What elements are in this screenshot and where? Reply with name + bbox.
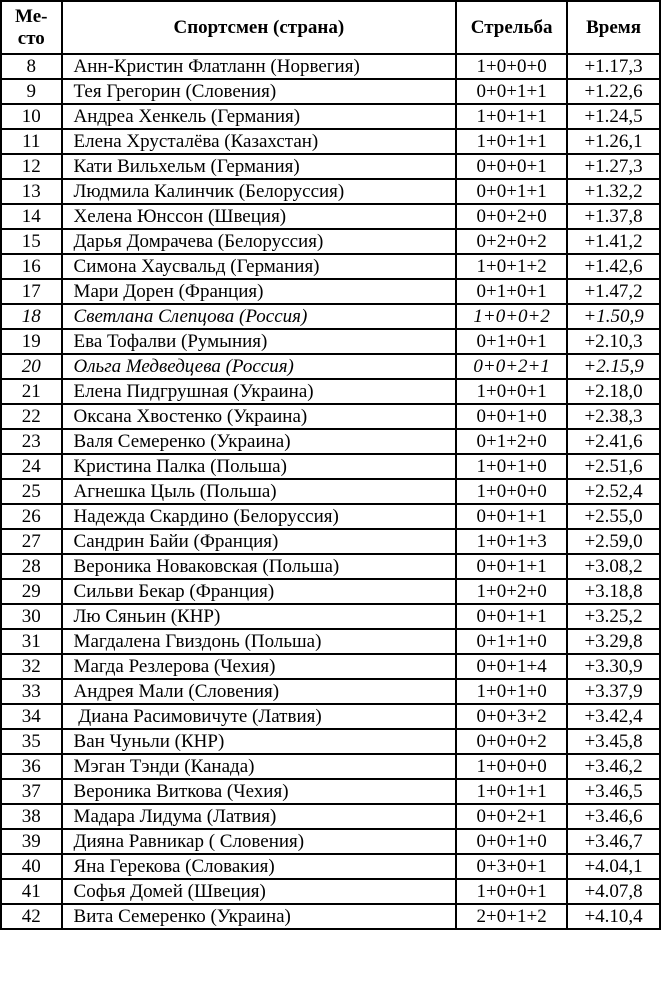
- place-cell: 21: [1, 379, 62, 404]
- athlete-cell: Елена Хрусталёва (Казахстан): [62, 129, 457, 154]
- time-cell: +1.24,5: [567, 104, 660, 129]
- table-row: [1, 129, 660, 154]
- athlete-cell: Софья Домей (Швеция): [62, 879, 457, 904]
- time-cell: +3.46,7: [567, 829, 660, 854]
- athlete-cell: Мадара Лидума (Латвия): [62, 804, 457, 829]
- time-cell: +2.15,9: [567, 354, 660, 379]
- shooting-cell: 0+0+2+1: [456, 804, 567, 829]
- time-cell: +2.52,4: [567, 479, 660, 504]
- place-cell: 18: [1, 304, 62, 329]
- table-row: [1, 179, 660, 204]
- place-cell: 8: [1, 54, 62, 79]
- place-cell: 34: [1, 704, 62, 729]
- athlete-cell: Ван Чуньли (КНР): [62, 729, 457, 754]
- athlete-cell: Агнешка Цыль (Польша): [62, 479, 457, 504]
- time-cell: +3.46,5: [567, 779, 660, 804]
- table-row: [1, 254, 660, 279]
- place-cell: 16: [1, 254, 62, 279]
- shooting-cell: 1+0+0+1: [456, 379, 567, 404]
- table-row: [1, 104, 660, 129]
- time-cell: +2.41,6: [567, 429, 660, 454]
- table-row: [1, 679, 660, 704]
- athlete-cell: Валя Семеренко (Украина): [62, 429, 457, 454]
- place-cell: 10: [1, 104, 62, 129]
- time-cell: +1.27,3: [567, 154, 660, 179]
- shooting-cell: 0+0+1+0: [456, 404, 567, 429]
- time-cell: +3.46,6: [567, 804, 660, 829]
- table-row: [1, 729, 660, 754]
- time-cell: +3.25,2: [567, 604, 660, 629]
- table-row: [1, 529, 660, 554]
- shooting-cell: 1+0+1+3: [456, 529, 567, 554]
- shooting-cell: 1+0+0+2: [456, 304, 567, 329]
- time-cell: +4.10,4: [567, 904, 660, 929]
- time-cell: +1.41,2: [567, 229, 660, 254]
- shooting-cell: 1+0+0+0: [456, 54, 567, 79]
- place-cell: 28: [1, 554, 62, 579]
- table-row: [1, 379, 660, 404]
- place-cell: 29: [1, 579, 62, 604]
- athlete-cell: Андрея Мали (Словения): [62, 679, 457, 704]
- table-row: [1, 329, 660, 354]
- place-cell: 42: [1, 904, 62, 929]
- athlete-cell: Хелена Юнссон (Швеция): [62, 204, 457, 229]
- table-row: [1, 804, 660, 829]
- place-cell: 38: [1, 804, 62, 829]
- table-row: [1, 579, 660, 604]
- table-row: [1, 79, 660, 104]
- shooting-cell: 1+0+0+0: [456, 754, 567, 779]
- table-row: [1, 204, 660, 229]
- table-row: [1, 879, 660, 904]
- time-cell: +2.10,3: [567, 329, 660, 354]
- table-row: [1, 229, 660, 254]
- place-cell: 24: [1, 454, 62, 479]
- time-cell: +3.45,8: [567, 729, 660, 754]
- shooting-cell: 0+0+2+1: [456, 354, 567, 379]
- table-row: [1, 479, 660, 504]
- place-cell: 26: [1, 504, 62, 529]
- shooting-cell: 0+3+0+1: [456, 854, 567, 879]
- shooting-cell: 1+0+1+2: [456, 254, 567, 279]
- place-cell: 41: [1, 879, 62, 904]
- shooting-cell: 0+0+1+1: [456, 79, 567, 104]
- place-cell: 39: [1, 829, 62, 854]
- time-cell: +3.29,8: [567, 629, 660, 654]
- athlete-cell: Елена Пидгрушная (Украина): [62, 379, 457, 404]
- place-cell: 12: [1, 154, 62, 179]
- time-cell: +2.18,0: [567, 379, 660, 404]
- place-cell: 13: [1, 179, 62, 204]
- shooting-cell: 0+1+1+0: [456, 629, 567, 654]
- table-row: [1, 854, 660, 879]
- header-place: [1, 1, 62, 54]
- table-row: [1, 404, 660, 429]
- time-cell: +1.32,2: [567, 179, 660, 204]
- table-row: [1, 904, 660, 929]
- place-cell: 14: [1, 204, 62, 229]
- table-row: [1, 554, 660, 579]
- table-row: [1, 604, 660, 629]
- header-athlete: Спортсмен (страна): [62, 1, 457, 54]
- table-row: [1, 279, 660, 304]
- athlete-cell: Андреа Хенкель (Германия): [62, 104, 457, 129]
- table-row: [1, 829, 660, 854]
- athlete-cell: Дарья Домрачева (Белоруссия): [62, 229, 457, 254]
- time-cell: +1.22,6: [567, 79, 660, 104]
- shooting-cell: 2+0+1+2: [456, 904, 567, 929]
- athlete-cell: Надежда Скардино (Белоруссия): [62, 504, 457, 529]
- table-row: [1, 779, 660, 804]
- table-row: [1, 629, 660, 654]
- place-cell: 40: [1, 854, 62, 879]
- shooting-cell: 0+0+1+4: [456, 654, 567, 679]
- place-cell: 37: [1, 779, 62, 804]
- time-cell: +4.07,8: [567, 879, 660, 904]
- shooting-cell: 1+0+1+1: [456, 104, 567, 129]
- shooting-cell: 0+1+0+1: [456, 279, 567, 304]
- athlete-cell: Светлана Слепцова (Россия): [62, 304, 457, 329]
- athlete-cell: Анн-Кристин Флатланн (Норвегия): [62, 54, 457, 79]
- table-row: [1, 704, 660, 729]
- shooting-cell: 0+0+1+1: [456, 504, 567, 529]
- athlete-cell: Вита Семеренко (Украина): [62, 904, 457, 929]
- athlete-cell: Мари Дорен (Франция): [62, 279, 457, 304]
- time-cell: +2.51,6: [567, 454, 660, 479]
- shooting-cell: 0+0+1+1: [456, 604, 567, 629]
- athlete-cell: Кристина Палка (Польша): [62, 454, 457, 479]
- shooting-cell: 1+0+1+0: [456, 454, 567, 479]
- athlete-cell: Мэган Тэнди (Канада): [62, 754, 457, 779]
- shooting-cell: 0+0+1+1: [456, 554, 567, 579]
- shooting-cell: 0+0+0+2: [456, 729, 567, 754]
- header-place-line2: сто: [17, 27, 45, 49]
- header-row: [1, 1, 660, 54]
- athlete-cell: Диана Расимовичуте (Латвия): [62, 704, 457, 729]
- place-cell: 20: [1, 354, 62, 379]
- place-cell: 25: [1, 479, 62, 504]
- athlete-cell: Кати Вильхельм (Германия): [62, 154, 457, 179]
- time-cell: +4.04,1: [567, 854, 660, 879]
- place-cell: 22: [1, 404, 62, 429]
- athlete-cell: Сильви Бекар (Франция): [62, 579, 457, 604]
- table-row: [1, 754, 660, 779]
- athlete-cell: Ева Тофалви (Румыния): [62, 329, 457, 354]
- shooting-cell: 0+1+2+0: [456, 429, 567, 454]
- place-cell: 17: [1, 279, 62, 304]
- place-cell: 23: [1, 429, 62, 454]
- place-cell: 11: [1, 129, 62, 154]
- place-cell: 35: [1, 729, 62, 754]
- shooting-cell: 0+0+0+1: [456, 154, 567, 179]
- table-row: [1, 54, 660, 79]
- table-row: [1, 304, 660, 329]
- shooting-cell: 0+0+3+2: [456, 704, 567, 729]
- table-row: [1, 154, 660, 179]
- table-row: [1, 454, 660, 479]
- header-shooting: Стрельба: [456, 1, 567, 54]
- athlete-cell: Дияна Равникар ( Словения): [62, 829, 457, 854]
- athlete-cell: Оксана Хвостенко (Украина): [62, 404, 457, 429]
- shooting-cell: 1+0+1+0: [456, 679, 567, 704]
- time-cell: +3.30,9: [567, 654, 660, 679]
- shooting-cell: 1+0+0+0: [456, 479, 567, 504]
- time-cell: +1.17,3: [567, 54, 660, 79]
- place-cell: 33: [1, 679, 62, 704]
- athlete-cell: Тея Грегорин (Словения): [62, 79, 457, 104]
- shooting-cell: 0+1+0+1: [456, 329, 567, 354]
- place-cell: 32: [1, 654, 62, 679]
- athlete-cell: Магда Резлерова (Чехия): [62, 654, 457, 679]
- athlete-cell: Сандрин Байи (Франция): [62, 529, 457, 554]
- athlete-cell: Яна Герекова (Словакия): [62, 854, 457, 879]
- shooting-cell: 0+0+1+1: [456, 179, 567, 204]
- table-row: [1, 429, 660, 454]
- time-cell: +3.42,4: [567, 704, 660, 729]
- time-cell: +1.50,9: [567, 304, 660, 329]
- time-cell: +1.26,1: [567, 129, 660, 154]
- header-time: Время: [567, 1, 660, 54]
- time-cell: +1.47,2: [567, 279, 660, 304]
- place-cell: 19: [1, 329, 62, 354]
- place-cell: 27: [1, 529, 62, 554]
- place-cell: 31: [1, 629, 62, 654]
- time-cell: +2.59,0: [567, 529, 660, 554]
- table-row: [1, 654, 660, 679]
- header-place-line1: Ме-: [15, 5, 48, 27]
- place-cell: 9: [1, 79, 62, 104]
- athlete-cell: Магдалена Гвиздонь (Польша): [62, 629, 457, 654]
- time-cell: +2.55,0: [567, 504, 660, 529]
- athlete-cell: Вероника Виткова (Чехия): [62, 779, 457, 804]
- place-cell: 36: [1, 754, 62, 779]
- time-cell: +3.18,8: [567, 579, 660, 604]
- athlete-cell: Лю Сяньин (КНР): [62, 604, 457, 629]
- shooting-cell: 1+0+1+1: [456, 779, 567, 804]
- athlete-cell: Ольга Медведцева (Россия): [62, 354, 457, 379]
- athlete-cell: Симона Хаусвальд (Германия): [62, 254, 457, 279]
- time-cell: +1.37,8: [567, 204, 660, 229]
- table-row: [1, 354, 660, 379]
- place-cell: 30: [1, 604, 62, 629]
- time-cell: +2.38,3: [567, 404, 660, 429]
- table-row: [1, 504, 660, 529]
- shooting-cell: 1+0+2+0: [456, 579, 567, 604]
- shooting-cell: 0+2+0+2: [456, 229, 567, 254]
- athlete-cell: Вероника Новаковская (Польша): [62, 554, 457, 579]
- shooting-cell: 1+0+0+1: [456, 879, 567, 904]
- time-cell: +1.42,6: [567, 254, 660, 279]
- athlete-cell: Людмила Калинчик (Белоруссия): [62, 179, 457, 204]
- place-cell: 15: [1, 229, 62, 254]
- shooting-cell: 0+0+1+0: [456, 829, 567, 854]
- time-cell: +3.08,2: [567, 554, 660, 579]
- time-cell: +3.37,9: [567, 679, 660, 704]
- shooting-cell: 1+0+1+1: [456, 129, 567, 154]
- shooting-cell: 0+0+2+0: [456, 204, 567, 229]
- time-cell: +3.46,2: [567, 754, 660, 779]
